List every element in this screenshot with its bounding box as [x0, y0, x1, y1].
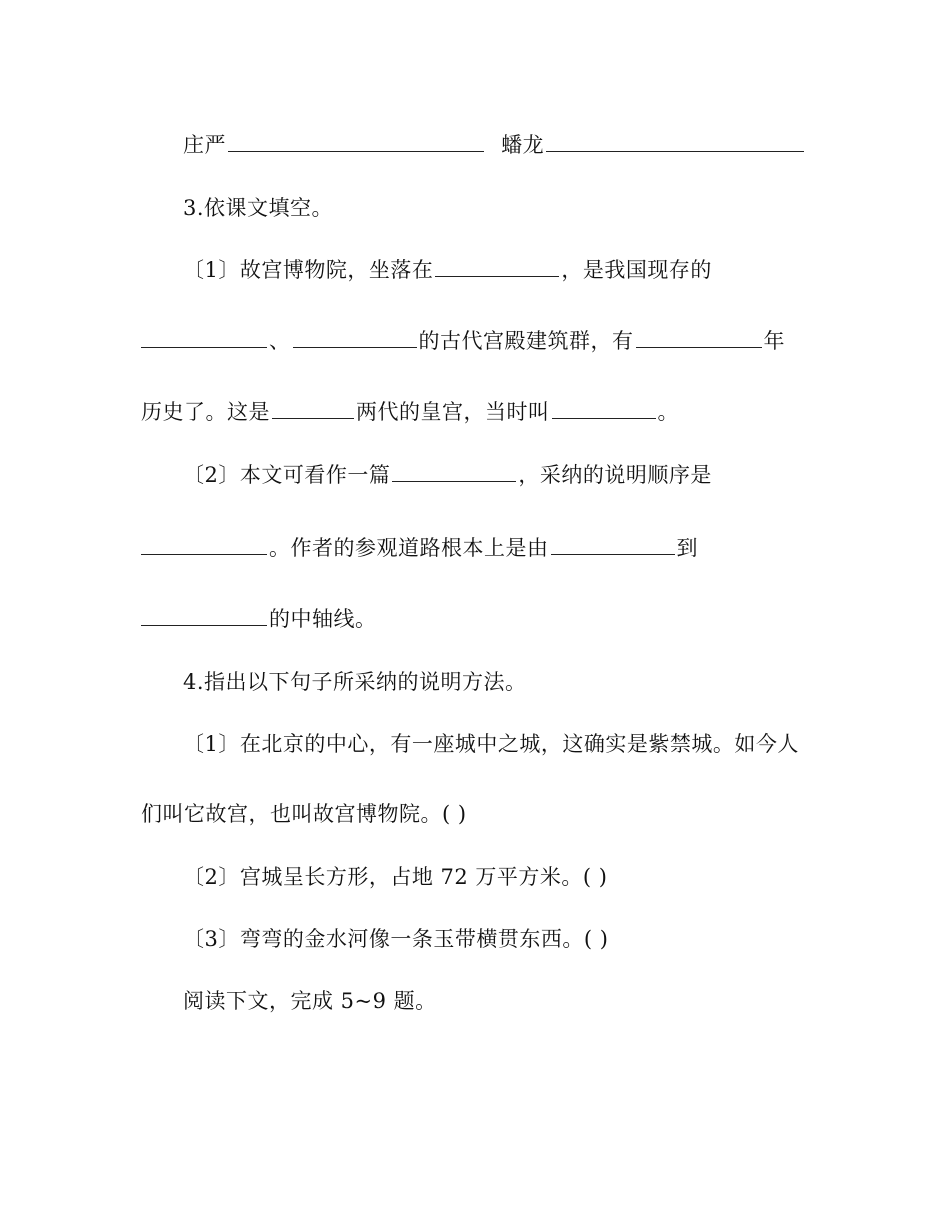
- q3-p1-line2: [141, 327, 785, 355]
- q3-p1-text-g: 两代的皇宫，当时叫: [356, 400, 550, 424]
- q4-s2: 〔2〕宫城呈长方形，占地 72 万平方米。( ): [183, 865, 608, 889]
- q4-s3: 〔3〕弯弯的金水河像一条玉带横贯东西。( ): [183, 927, 609, 951]
- q3-p1-text-d: 的古代宫殿建筑群，有: [418, 329, 634, 353]
- q3-p1-line1: [183, 256, 712, 284]
- q3-p1-text-e: 年: [763, 329, 785, 353]
- q3-p2-text-e: 的中轴线。: [269, 607, 377, 631]
- q3-blank-order[interactable]: [141, 536, 267, 555]
- q4-s1-line1: 〔1〕在北京的中心，有一座城中之城，这确实是紫禁城。如今人: [183, 732, 799, 756]
- q3-p2-text-a: 〔2〕本文可看作一篇: [183, 463, 391, 487]
- reading-prompt: 阅读下文，完成 5~9 题。: [183, 989, 437, 1013]
- q3-p2-line2: [141, 534, 698, 562]
- vocab-blank-1[interactable]: [228, 133, 484, 152]
- q3-blank-to[interactable]: [141, 607, 267, 626]
- q3-p1-text-h: 。: [657, 400, 679, 424]
- q3-blank-years[interactable]: [636, 329, 762, 348]
- q3-p1-text-c: 、: [269, 329, 291, 353]
- q3-blank-oldname[interactable]: [552, 400, 656, 419]
- q3-p1-text-b: ，是我国现存的: [561, 258, 712, 282]
- q3-p2-text-c: 。作者的参观道路根本上是由: [269, 536, 549, 560]
- vocab-word-2: 蟠龙: [501, 133, 545, 157]
- vocab-line: [183, 131, 806, 159]
- q4-s1-line2: 们叫它故宫，也叫故宫博物院。( ): [141, 802, 467, 826]
- q3-p1-line3: [141, 398, 679, 426]
- vocab-word-1: 庄严: [183, 133, 226, 157]
- q3-p1-text-f: 历史了。这是: [141, 400, 270, 424]
- q3-p2-line1: [183, 461, 712, 489]
- q3-p2-text-d: 到: [676, 536, 698, 560]
- q3-blank-complete[interactable]: [293, 329, 417, 348]
- q4-title: 4.指出以下句子所采纳的说明方法。: [183, 670, 527, 694]
- q3-p1-text-a: 〔1〕故宫博物院，坐落在: [183, 258, 434, 282]
- vocab-blank-2[interactable]: [546, 133, 804, 152]
- q3-blank-dynasties[interactable]: [272, 400, 354, 419]
- q3-blank-largest[interactable]: [141, 329, 267, 348]
- q3-blank-genre[interactable]: [392, 463, 516, 482]
- q3-blank-from[interactable]: [551, 536, 675, 555]
- q3-p2-text-b: ，采纳的说明顺序是: [518, 463, 712, 487]
- q3-p2-line3: [141, 605, 377, 633]
- q3-title: 3.依课文填空。: [183, 196, 334, 220]
- q3-blank-location[interactable]: [435, 258, 559, 277]
